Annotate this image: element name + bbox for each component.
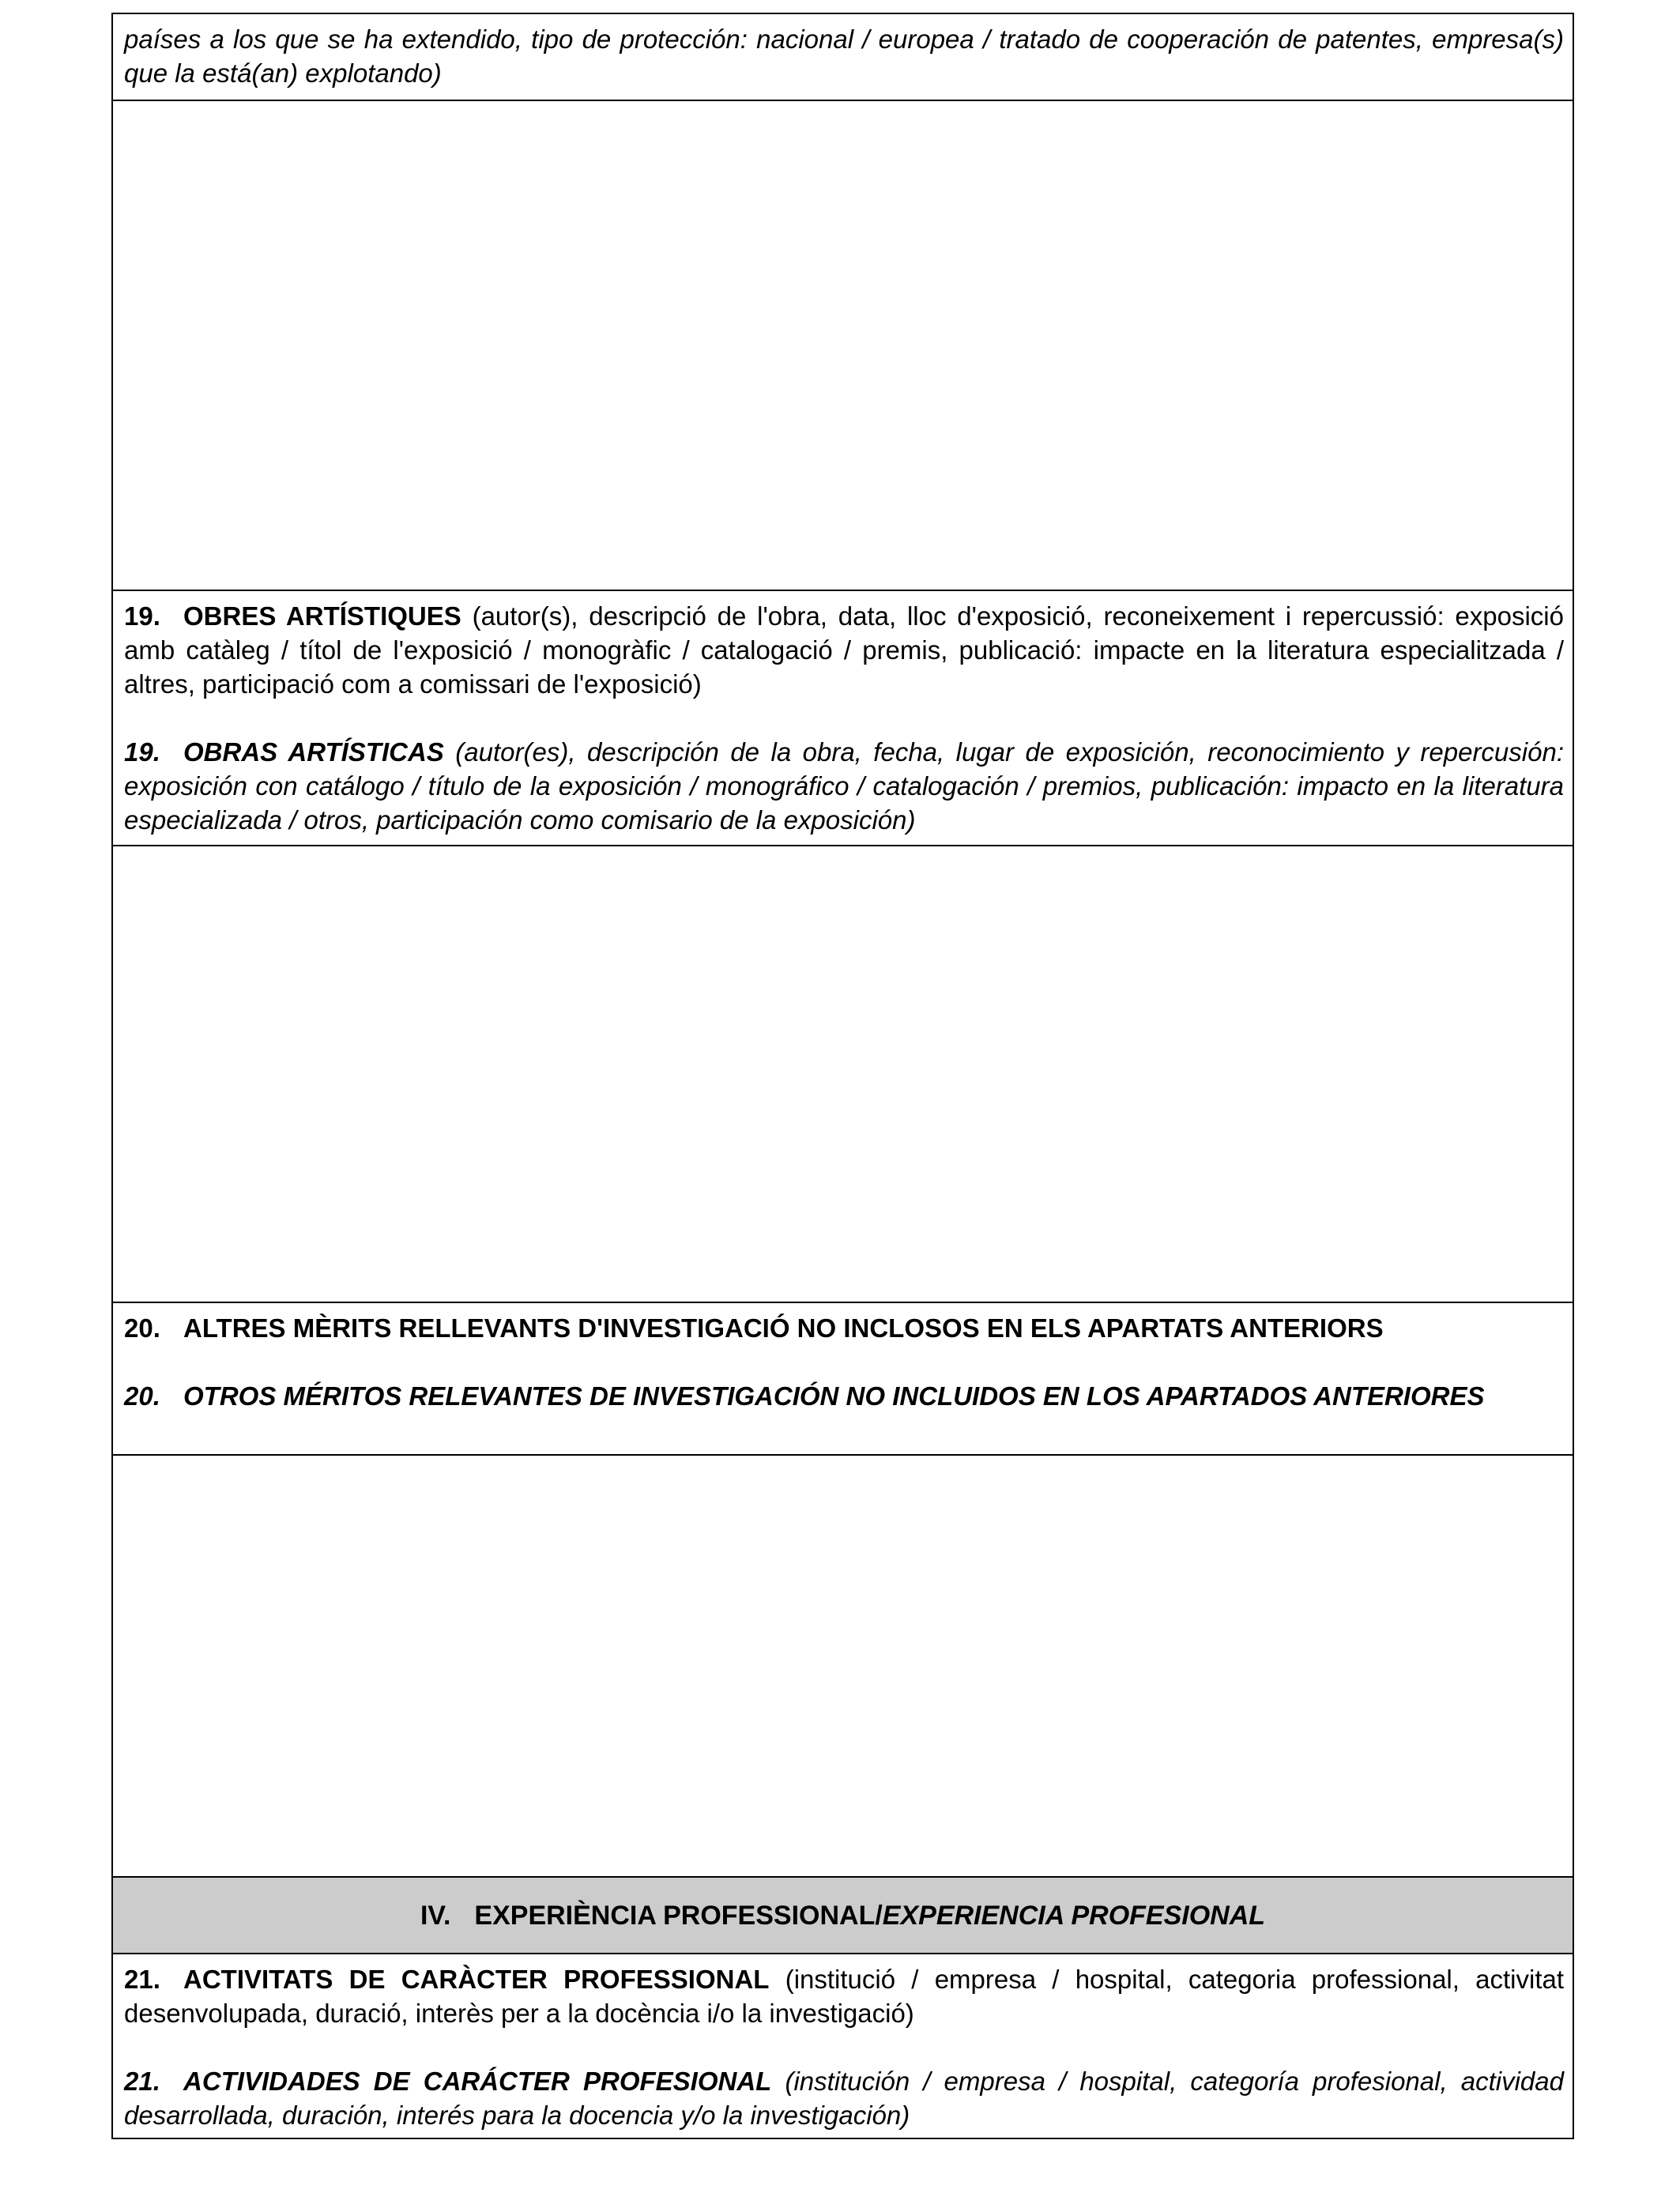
patents-description-continuation bbox=[113, 13, 1573, 100]
section-20-answer-box[interactable] bbox=[113, 1454, 1573, 1876]
section-21-header bbox=[113, 1953, 1573, 2139]
section-20-es-number: 20. bbox=[124, 1381, 160, 1411]
section-19-ca-title: OBRES ARTÍSTIQUES bbox=[183, 601, 461, 631]
patents-answer-box[interactable] bbox=[113, 100, 1573, 590]
section-21-ca bbox=[124, 1962, 1564, 2030]
cv-form-table bbox=[111, 13, 1574, 2139]
section-19-ca-description: (autor(s), descripció de l'obra, data, lloc d'exposició, reconeixement i repercussió: exposició amb catàleg / títol de l'exposició / monogràfic / catalogació / premis, publicació: impacte en la literatura especialitzada / altres, participació com a comissari de l'exposició) bbox=[124, 601, 1564, 699]
section-19-es bbox=[124, 735, 1564, 837]
section-21-es bbox=[124, 2064, 1564, 2132]
section-19-ca-number: 19. bbox=[124, 601, 160, 631]
section-19-es-description: (autor(es), descripción de la obra, fecha, lugar de exposición, reconocimiento y repercusión: exposición con catálogo / título de la exposición / monográfico / catalogación / premios, publicación: impacto en la literatura especializada / otros, participación como comisario de la exposición) bbox=[124, 737, 1564, 835]
section-21-ca-description: (institució / empresa / hospital, categoria professional, activitat desenvolupada, duració, interès per a la docència i/o la investigació) bbox=[124, 1965, 1565, 2028]
section-21-es-description: (institución / empresa / hospital, categoría profesional, actividad desarrollada, duración, interés para la docencia y/o la investigación) bbox=[124, 2067, 1564, 2130]
section-19-answer-box[interactable] bbox=[113, 845, 1573, 1302]
section-19-ca bbox=[124, 599, 1564, 701]
section-20-es bbox=[124, 1379, 1564, 1413]
section-21-es-number: 21. bbox=[124, 2067, 160, 2096]
section-20-ca bbox=[124, 1311, 1564, 1345]
section-21-ca-number: 21. bbox=[124, 1965, 160, 1994]
continuation-text: países a los que se ha extendido, tipo de protección: nacional / europea / tratado de cooperación de patentes, empresa(s) que la está(an) explotando) bbox=[124, 24, 1564, 88]
section-21-ca-title: ACTIVITATS DE CARÀCTER PROFESSIONAL bbox=[183, 1965, 770, 1994]
section-20-es-title: OTROS MÉRITOS RELEVANTES DE INVESTIGACIÓN NO INCLUIDOS EN LOS APARTADOS ANTERIORES bbox=[183, 1381, 1485, 1411]
section-19-header bbox=[113, 590, 1573, 845]
section-21-es-title: ACTIVIDADES DE CARÁCTER PROFESIONAL bbox=[183, 2067, 772, 2096]
section-19-es-number: 19. bbox=[124, 737, 160, 767]
section-19-es-title: OBRAS ARTÍSTICAS bbox=[183, 737, 444, 767]
section-iv-roman: IV. bbox=[420, 1901, 451, 1931]
section-iv-header bbox=[113, 1876, 1573, 1953]
section-iv-title-ca: EXPERIÈNCIA PROFESSIONAL/ bbox=[474, 1901, 883, 1931]
section-20-ca-title: ALTRES MÈRITS RELLEVANTS D'INVESTIGACIÓ NO INCLOSOS EN ELS APARTATS ANTERIORS bbox=[183, 1313, 1384, 1343]
section-20-ca-number: 20. bbox=[124, 1313, 160, 1343]
section-iv-title-es: EXPERIENCIA PROFESIONAL bbox=[882, 1901, 1266, 1931]
section-20-header bbox=[113, 1302, 1573, 1454]
